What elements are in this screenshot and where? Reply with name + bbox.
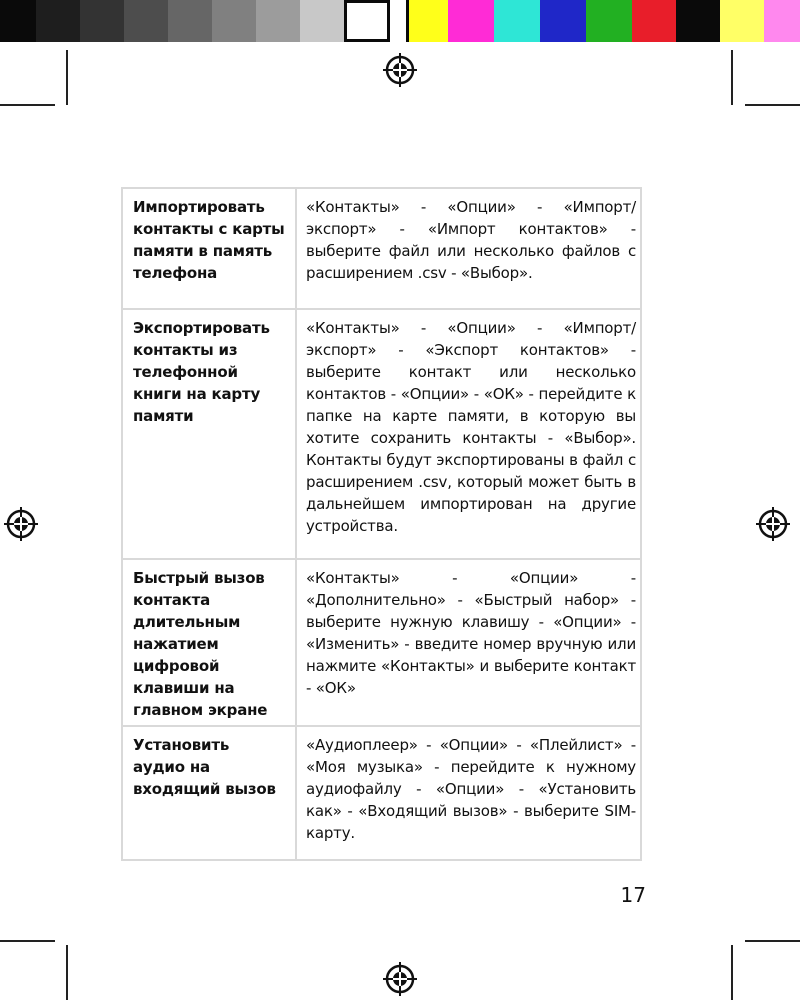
gray-swatch <box>124 0 168 42</box>
crop-mark <box>745 104 800 106</box>
gray-swatch <box>300 0 344 42</box>
crop-mark <box>0 104 55 106</box>
registration-mark-icon <box>383 962 417 996</box>
gray-swatch <box>212 0 256 42</box>
table-row <box>123 558 640 725</box>
color-swatch <box>448 0 494 42</box>
gray-swatch <box>80 0 124 42</box>
action-cell: Установить аудио на входящий вызов <box>133 736 276 798</box>
color-swatch <box>720 0 764 42</box>
gray-swatch <box>168 0 212 42</box>
color-swatch <box>676 0 720 42</box>
description-cell: «Контакты» - «Опции» - «Импорт/экспорт» - «Экспорт контактов» - выберите контакт или несколько контактов - «Опции» - «ОК» - перейдите к папке на карте памяти, в которую вы хотите сохранить контакты - «Выбор». Контакты будут экспортированы в файл с расширением .csv, который может быть в дальнейшем импортирован на другие устройства. <box>306 319 636 535</box>
instructions-table <box>121 187 642 861</box>
description-cell: «Контакты» - «Опции» - «Дополнительно» - «Быстрый набор» - выберите нужную клавишу - «Опции» - «Изменить» - введите номер вручную или нажмите «Контакты» и выберите контакт - «ОК» <box>306 569 636 697</box>
color-swatch <box>586 0 632 42</box>
gray-swatch <box>256 0 300 42</box>
crop-mark <box>66 50 68 105</box>
crop-mark <box>745 940 800 942</box>
color-swatch <box>632 0 676 42</box>
page-number: 17 <box>620 883 646 907</box>
color-swatch <box>540 0 586 42</box>
crop-mark <box>0 940 55 942</box>
white-swatch <box>344 0 390 42</box>
color-swatch <box>406 0 448 42</box>
action-cell: Экспортировать контакты из телефонной книги на карту памяти <box>133 319 270 425</box>
crop-mark <box>731 945 733 1000</box>
gap-swatch <box>390 0 406 42</box>
crop-mark <box>66 945 68 1000</box>
action-cell: Импортировать контакты с карты памяти в память телефона <box>133 198 285 282</box>
color-calibration-bar <box>0 0 800 42</box>
gray-swatch <box>0 0 36 42</box>
color-swatch <box>764 0 800 42</box>
registration-mark-icon <box>383 53 417 87</box>
registration-mark-icon <box>4 507 38 541</box>
gray-swatch <box>36 0 80 42</box>
table-row <box>123 725 640 859</box>
color-swatch <box>494 0 540 42</box>
description-cell: «Аудиоплеер» - «Опции» - «Плейлист» - «Моя музыка» - перейдите к нужному аудиофайлу - «Опции» - «Установить как» - «Входящий вызов» - выберите SIM-карту. <box>306 736 636 842</box>
registration-mark-icon <box>756 507 790 541</box>
description-cell: «Контакты» - «Опции» - «Импорт/экспорт» - «Импорт контактов» - выберите файл или несколько файлов с расширением .csv - «Выбор». <box>306 198 636 282</box>
table-row <box>123 308 640 558</box>
action-cell: Быстрый вызов контакта длительным нажатием цифровой клавиши на главном экране <box>133 569 268 719</box>
table-row <box>123 189 640 308</box>
crop-mark <box>731 50 733 105</box>
